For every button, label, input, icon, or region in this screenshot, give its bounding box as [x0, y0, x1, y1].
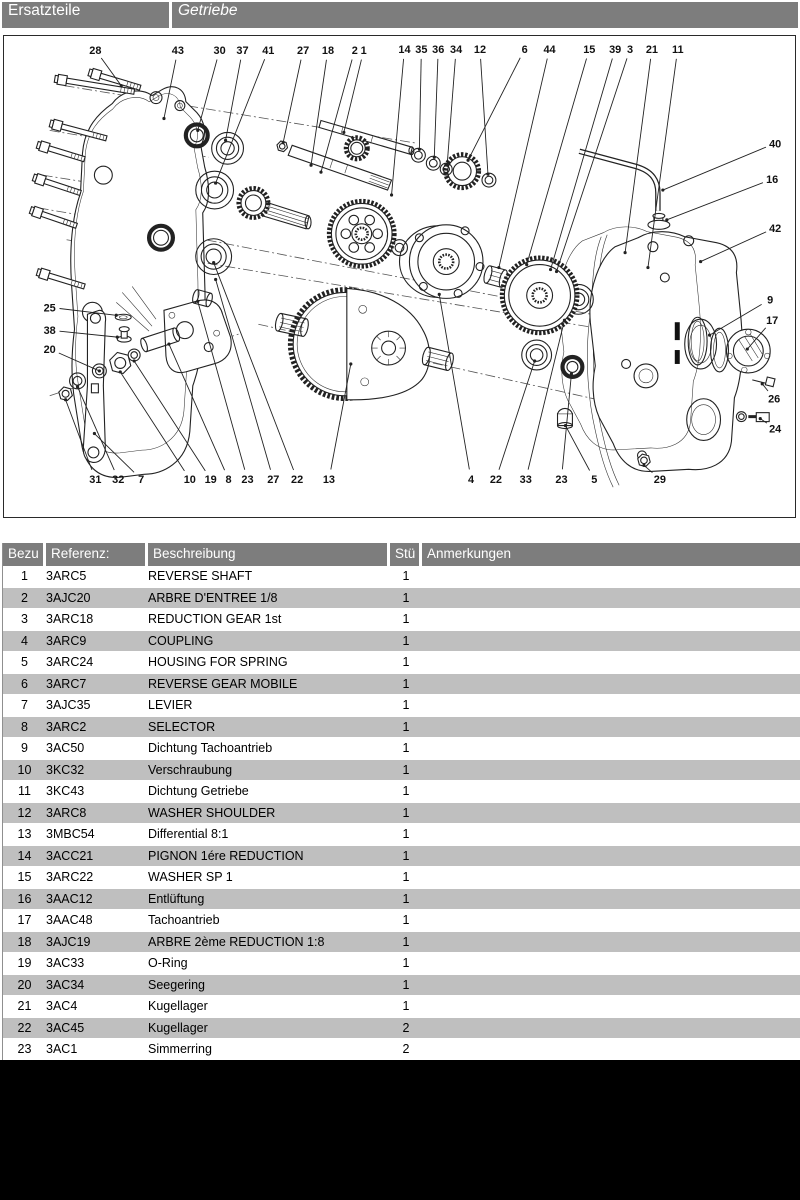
- cell-note: [422, 609, 800, 631]
- leader-dot-10: [119, 370, 122, 373]
- cell-pos: 16: [3, 889, 46, 911]
- cell-pos: 19: [3, 953, 46, 975]
- leader-dot-23: [196, 300, 199, 303]
- table-row: [3, 631, 800, 653]
- cell-desc: Dichtung Tachoantrieb: [148, 738, 390, 760]
- table-row: [3, 588, 800, 610]
- cell-qty: 1: [390, 781, 422, 803]
- cell-qty: 1: [390, 652, 422, 674]
- leader-dot-24: [759, 417, 762, 420]
- leader-line-41: [216, 59, 265, 183]
- leader-dot-18: [309, 164, 312, 167]
- leader-dot-27: [282, 141, 285, 144]
- column-header-1: Bezu: [3, 543, 46, 566]
- leader-dot-37: [224, 139, 227, 142]
- leader-line-15: [527, 58, 587, 264]
- leader-line-37: [226, 60, 241, 141]
- cell-qty: 1: [390, 932, 422, 954]
- cell-qty: 1: [390, 566, 422, 588]
- callout-33: 33: [519, 474, 532, 487]
- cluster-gear: [329, 201, 394, 266]
- cell-desc: Verschraubung: [148, 760, 390, 782]
- leader-dot-3: [555, 270, 558, 273]
- leader-dot-22: [533, 359, 536, 362]
- callout-23: 23: [241, 474, 254, 487]
- cell-pos: 5: [3, 652, 46, 674]
- table-row: [3, 867, 800, 889]
- cell-pos: 15: [3, 867, 46, 889]
- table-row: [3, 824, 800, 846]
- leader-line-21: [625, 59, 651, 253]
- callout-39: 39: [609, 43, 622, 56]
- leader-dot-14: [390, 193, 393, 196]
- callout-18: 18: [321, 44, 335, 57]
- table-row: [3, 1018, 800, 1040]
- cell-qty: 1: [390, 609, 422, 631]
- differential: [274, 288, 455, 399]
- cell-desc: Entlüftung: [148, 889, 390, 911]
- callout-41: 41: [262, 44, 275, 57]
- column-header-2: Referenz:: [46, 543, 148, 566]
- cell-desc: Differential 8:1: [148, 824, 390, 846]
- cell-ref: 3AAC48: [46, 910, 148, 932]
- cell-note: [422, 588, 800, 610]
- callout-11: 11: [671, 43, 684, 56]
- table-row: [3, 674, 800, 696]
- callout-40: 40: [769, 138, 782, 151]
- cell-desc: Kugellager: [148, 1018, 390, 1040]
- leader-line-22: [214, 263, 294, 470]
- callout-44: 44: [543, 43, 556, 56]
- table-row: [3, 695, 800, 717]
- cell-ref: 3AC33: [46, 953, 148, 975]
- callout-15: 15: [583, 43, 596, 56]
- leader-dot-16: [665, 218, 668, 221]
- column-header-4: Stü: [390, 543, 422, 566]
- cell-qty: 1: [390, 631, 422, 653]
- leader-line-27: [216, 279, 271, 469]
- callout-1: 1: [360, 44, 367, 57]
- callout-7: 7: [138, 474, 145, 487]
- cell-note: [422, 652, 800, 674]
- leader-dot-41: [214, 181, 217, 184]
- leader-dot-20: [98, 369, 101, 372]
- cell-ref: 3KC32: [46, 760, 148, 782]
- column-header-5: Anmerkungen: [422, 543, 800, 566]
- callout-6: 6: [521, 43, 528, 56]
- cell-ref: 3AJC19: [46, 932, 148, 954]
- cell-ref: 3ARC8: [46, 803, 148, 825]
- cell-pos: 4: [3, 631, 46, 653]
- leader-dot-5: [564, 424, 567, 427]
- callout-27: 27: [297, 44, 310, 57]
- callout-9: 9: [767, 294, 774, 307]
- cell-ref: 3AC45: [46, 1018, 148, 1040]
- leader-dot-39: [549, 268, 552, 271]
- right-housing: [559, 227, 742, 472]
- cell-note: [422, 996, 800, 1018]
- callout-19: 19: [204, 474, 217, 487]
- cell-note: [422, 695, 800, 717]
- leader-dot-34: [446, 163, 449, 166]
- cell-note: [422, 824, 800, 846]
- tacho-cover-plate: [726, 329, 770, 373]
- leader-dot-9: [708, 334, 711, 337]
- cell-desc: Kugellager: [148, 996, 390, 1018]
- cell-desc: REDUCTION GEAR 1st: [148, 609, 390, 631]
- cell-qty: 1: [390, 889, 422, 911]
- cell-ref: 3AC1: [46, 1039, 148, 1061]
- callout-4: 4: [468, 474, 475, 487]
- callout-26: 26: [768, 393, 781, 406]
- leader-line-6: [468, 58, 520, 160]
- leader-dot-17: [746, 347, 749, 350]
- leader-line-33: [528, 320, 564, 469]
- cell-ref: 3AJC20: [46, 588, 148, 610]
- table-row: [3, 1039, 800, 1061]
- cell-note: [422, 631, 800, 653]
- leader-dot-36: [433, 156, 436, 159]
- leader-dot-30: [196, 129, 199, 132]
- leader-line-18: [311, 60, 326, 165]
- cell-desc: Tachoantrieb: [148, 910, 390, 932]
- leader-line-14: [392, 59, 404, 195]
- cell-qty: 1: [390, 674, 422, 696]
- exploded-diagram-frame: [3, 35, 796, 518]
- cell-desc: SELECTOR: [148, 717, 390, 739]
- table-row: [3, 846, 800, 868]
- callout-8: 8: [225, 474, 232, 487]
- callout-23: 23: [555, 474, 568, 487]
- cell-qty: 1: [390, 824, 422, 846]
- table-row: [3, 975, 800, 997]
- cell-ref: 3ARC9: [46, 631, 148, 653]
- callout-32: 32: [112, 474, 125, 487]
- leader-dot-43: [162, 117, 165, 120]
- cell-note: [422, 975, 800, 997]
- callout-22: 22: [291, 474, 304, 487]
- leader-dot-44: [497, 266, 500, 269]
- cell-note: [422, 889, 800, 911]
- leader-line-39: [551, 58, 613, 269]
- cell-pos: 3: [3, 609, 46, 631]
- cell-note: [422, 760, 800, 782]
- cell-ref: 3ARC24: [46, 652, 148, 674]
- callout-42: 42: [769, 222, 782, 235]
- callout-17: 17: [766, 315, 779, 328]
- cell-pos: 6: [3, 674, 46, 696]
- table-row: [3, 717, 800, 739]
- breather-tube: [579, 151, 658, 211]
- cell-desc: Simmerring: [148, 1039, 390, 1061]
- leader-dot-40: [661, 188, 664, 191]
- callout-37: 37: [236, 44, 249, 57]
- callout-14: 14: [398, 43, 411, 56]
- cell-note: [422, 846, 800, 868]
- cell-note: [422, 566, 800, 588]
- cell-qty: 1: [390, 996, 422, 1018]
- table-row: [3, 996, 800, 1018]
- cell-qty: 1: [390, 867, 422, 889]
- cell-note: [422, 910, 800, 932]
- cell-note: [422, 953, 800, 975]
- cell-ref: 3KC43: [46, 781, 148, 803]
- leader-dot-33: [563, 319, 566, 322]
- cell-qty: 1: [390, 695, 422, 717]
- callout-3: 3: [627, 43, 634, 56]
- leader-dot-27: [214, 278, 217, 281]
- cell-qty: 1: [390, 953, 422, 975]
- callout-5: 5: [591, 474, 598, 487]
- cell-ref: 3ARC2: [46, 717, 148, 739]
- cell-desc: ARBRE 2ème REDUCTION 1:8: [148, 932, 390, 954]
- leader-line-5: [565, 426, 589, 471]
- table-row: [3, 738, 800, 760]
- leader-dot-31: [64, 398, 67, 401]
- cell-ref: 3AAC12: [46, 889, 148, 911]
- cell-note: [422, 932, 800, 954]
- reduction-gear: [502, 258, 577, 333]
- cell-ref: 3ARC18: [46, 609, 148, 631]
- callout-16: 16: [766, 174, 779, 187]
- cell-note: [422, 1039, 800, 1061]
- cell-desc: Dichtung Getriebe: [148, 781, 390, 803]
- table-row: [3, 932, 800, 954]
- leader-dot-42: [699, 260, 702, 263]
- cell-qty: 1: [390, 846, 422, 868]
- callout-29: 29: [653, 474, 666, 487]
- callout-43: 43: [171, 44, 184, 57]
- leader-dot-12: [486, 173, 489, 176]
- leader-dot-22: [212, 261, 215, 264]
- exploded-gearbox-diagram: [4, 36, 795, 517]
- cell-desc: LEVIER: [148, 695, 390, 717]
- cell-ref: 3AC4: [46, 996, 148, 1018]
- table-row: [3, 566, 800, 588]
- cell-qty: 1: [390, 910, 422, 932]
- callout-12: 12: [473, 43, 487, 56]
- cell-pos: 17: [3, 910, 46, 932]
- leader-dot-25: [115, 314, 118, 317]
- leader-dot-15: [525, 263, 528, 266]
- cell-ref: 3ACC21: [46, 846, 148, 868]
- cell-note: [422, 674, 800, 696]
- cell-desc: COUPLING: [148, 631, 390, 653]
- parts-table: [3, 543, 800, 1061]
- callout-38: 38: [43, 325, 56, 338]
- callout-34: 34: [450, 43, 463, 56]
- callout-10: 10: [183, 474, 196, 487]
- leader-line-4: [439, 294, 469, 469]
- table-row: [3, 803, 800, 825]
- cell-pos: 12: [3, 803, 46, 825]
- table-row: [3, 910, 800, 932]
- cell-desc: Seegering: [148, 975, 390, 997]
- cell-desc: REVERSE GEAR MOBILE: [148, 674, 390, 696]
- cell-note: [422, 738, 800, 760]
- cell-ref: 3AJC35: [46, 695, 148, 717]
- cell-ref: 3ARC22: [46, 867, 148, 889]
- cell-pos: 22: [3, 1018, 46, 1040]
- callout-13: 13: [322, 474, 336, 487]
- leader-dot-21: [624, 251, 627, 254]
- leader-line-36: [434, 59, 438, 157]
- leader-line-22: [499, 361, 535, 470]
- leader-line-12: [481, 59, 488, 174]
- cell-pos: 18: [3, 932, 46, 954]
- column-header-3: Beschreibung: [148, 543, 390, 566]
- cell-qty: 1: [390, 975, 422, 997]
- cell-qty: 1: [390, 803, 422, 825]
- cell-note: [422, 781, 800, 803]
- callout-21: 21: [645, 43, 659, 56]
- leader-dot-7: [93, 432, 96, 435]
- cell-desc: ARBRE D'ENTREE 1/8: [148, 588, 390, 610]
- table-row: [3, 760, 800, 782]
- table-row: [3, 889, 800, 911]
- cell-ref: 3MBC54: [46, 824, 148, 846]
- callout-35: 35: [415, 43, 428, 56]
- leader-line-44: [499, 59, 547, 268]
- page-bottom-black-band: [0, 1060, 800, 1200]
- leader-dot-32: [76, 385, 79, 388]
- leader-dot-1: [342, 131, 345, 134]
- table-row: [3, 953, 800, 975]
- parts-table-area: [2, 543, 800, 1061]
- cell-ref: 3AC34: [46, 975, 148, 997]
- callout-28: 28: [89, 44, 102, 57]
- leader-dot-11: [646, 266, 649, 269]
- cell-desc: WASHER SHOULDER: [148, 803, 390, 825]
- cell-pos: 23: [3, 1039, 46, 1061]
- table-row: [3, 609, 800, 631]
- callout-24: 24: [769, 423, 782, 436]
- cell-qty: 1: [390, 760, 422, 782]
- leader-line-34: [447, 59, 455, 164]
- cell-qty: 1: [390, 588, 422, 610]
- leader-dot-28: [120, 84, 123, 87]
- coupling: [400, 225, 484, 299]
- leader-line-1: [344, 60, 362, 133]
- callout-36: 36: [432, 43, 445, 56]
- cell-ref: 3AC50: [46, 738, 148, 760]
- leader-dot-26: [761, 382, 764, 385]
- second-reduction-shaft: [288, 145, 391, 190]
- callout-25: 25: [43, 302, 56, 315]
- cell-desc: REVERSE SHAFT: [148, 566, 390, 588]
- cell-desc: WASHER SP 1: [148, 867, 390, 889]
- cell-pos: 8: [3, 717, 46, 739]
- cell-ref: 3ARC5: [46, 566, 148, 588]
- callout-31: 31: [89, 474, 102, 487]
- cell-qty: 2: [390, 1018, 422, 1040]
- cell-pos: 2: [3, 588, 46, 610]
- foreground-parts: [274, 201, 577, 428]
- cell-note: [422, 803, 800, 825]
- callout-20: 20: [43, 344, 56, 357]
- leader-line-35: [419, 59, 421, 149]
- cell-qty: 2: [390, 1039, 422, 1061]
- cell-pos: 7: [3, 695, 46, 717]
- table-row: [3, 781, 800, 803]
- cell-ref: 3ARC7: [46, 674, 148, 696]
- leader-line-3: [557, 58, 627, 271]
- leader-dot-19: [133, 359, 136, 362]
- cell-pos: 1: [3, 566, 46, 588]
- callout-30: 30: [213, 44, 226, 57]
- page-section-title: Ersatzteile: [2, 2, 169, 28]
- cell-desc: O-Ring: [148, 953, 390, 975]
- leader-dot-38: [116, 336, 119, 339]
- cell-pos: 9: [3, 738, 46, 760]
- leader-dot-23: [570, 372, 573, 375]
- cell-pos: 14: [3, 846, 46, 868]
- page-subsection-title: Getriebe: [172, 2, 798, 28]
- leader-line-16: [667, 183, 763, 220]
- cell-pos: 21: [3, 996, 46, 1018]
- cell-qty: 1: [390, 738, 422, 760]
- table-row: [3, 652, 800, 674]
- cell-pos: 10: [3, 760, 46, 782]
- leader-dot-6: [466, 159, 469, 162]
- cell-pos: 11: [3, 781, 46, 803]
- callout-27: 27: [267, 474, 280, 487]
- parts-table-header: [3, 543, 800, 566]
- cell-desc: PIGNON 1ére REDUCTION: [148, 846, 390, 868]
- leader-dot-4: [438, 293, 441, 296]
- leader-dot-2: [319, 171, 322, 174]
- leader-dot-8: [167, 342, 170, 345]
- leader-dot-35: [418, 148, 421, 151]
- cell-qty: 1: [390, 717, 422, 739]
- cell-pos: 20: [3, 975, 46, 997]
- cell-note: [422, 867, 800, 889]
- cell-note: [422, 1018, 800, 1040]
- leader-dot-29: [642, 464, 645, 467]
- leader-line-40: [663, 147, 766, 190]
- leader-line-30: [198, 60, 217, 131]
- leader-dot-13: [349, 362, 352, 365]
- callout-22: 22: [489, 474, 502, 487]
- cell-note: [422, 717, 800, 739]
- cell-desc: HOUSING FOR SPRING: [148, 652, 390, 674]
- callout-2: 2: [351, 44, 358, 57]
- leader-line-27: [283, 60, 301, 143]
- cell-pos: 13: [3, 824, 46, 846]
